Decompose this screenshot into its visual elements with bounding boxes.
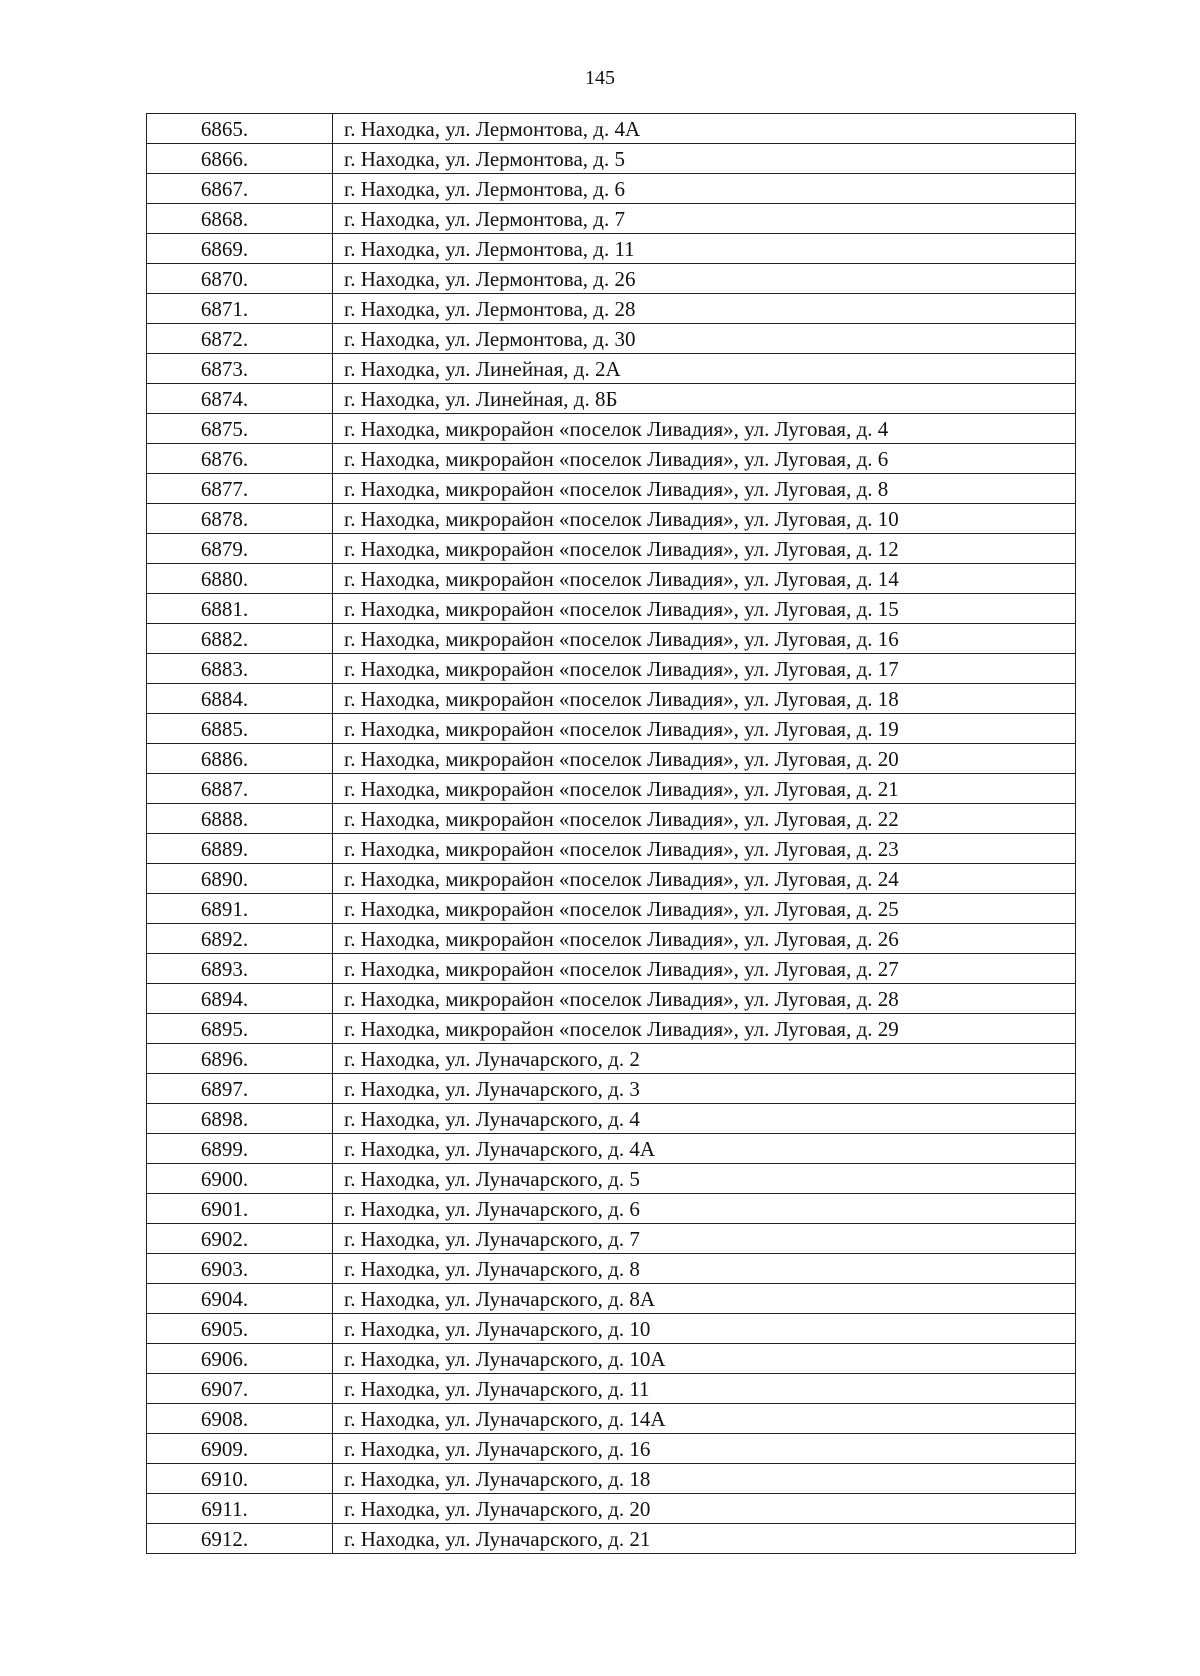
- row-address: г. Находка, ул. Луначарского, д. 21: [333, 1524, 1076, 1554]
- row-number: 6874.: [147, 384, 333, 414]
- table-row: [147, 1194, 1076, 1224]
- row-number: 6905.: [147, 1314, 333, 1344]
- table-row: [147, 174, 1076, 204]
- row-number: 6891.: [147, 894, 333, 924]
- table-row: [147, 534, 1076, 564]
- row-address: г. Находка, ул. Луначарского, д. 10: [333, 1314, 1076, 1344]
- row-address: г. Находка, ул. Лермонтова, д. 11: [333, 234, 1076, 264]
- row-address: г. Находка, микрорайон «поселок Ливадия», ул. Луговая, д. 18: [333, 684, 1076, 714]
- row-address: г. Находка, ул. Лермонтова, д. 28: [333, 294, 1076, 324]
- row-number: 6903.: [147, 1254, 333, 1284]
- row-number: 6892.: [147, 924, 333, 954]
- table-row: [147, 1434, 1076, 1464]
- row-number: 6885.: [147, 714, 333, 744]
- row-address: г. Находка, ул. Луначарского, д. 11: [333, 1374, 1076, 1404]
- row-address: г. Находка, микрорайон «поселок Ливадия», ул. Луговая, д. 24: [333, 864, 1076, 894]
- row-address: г. Находка, микрорайон «поселок Ливадия», ул. Луговая, д. 4: [333, 414, 1076, 444]
- row-address: г. Находка, микрорайон «поселок Ливадия», ул. Луговая, д. 25: [333, 894, 1076, 924]
- row-address: г. Находка, микрорайон «поселок Ливадия», ул. Луговая, д. 8: [333, 474, 1076, 504]
- row-address: г. Находка, ул. Луначарского, д. 5: [333, 1164, 1076, 1194]
- row-number: 6865.: [147, 114, 333, 144]
- row-address: г. Находка, ул. Лермонтова, д. 7: [333, 204, 1076, 234]
- row-address: г. Находка, микрорайон «поселок Ливадия», ул. Луговая, д. 29: [333, 1014, 1076, 1044]
- page-number: 145: [585, 67, 615, 89]
- table-row: [147, 654, 1076, 684]
- row-number: 6906.: [147, 1344, 333, 1374]
- row-address: г. Находка, ул. Луначарского, д. 8: [333, 1254, 1076, 1284]
- table-row: [147, 144, 1076, 174]
- row-number: 6869.: [147, 234, 333, 264]
- table-row: [147, 624, 1076, 654]
- row-number: 6902.: [147, 1224, 333, 1254]
- row-number: 6912.: [147, 1524, 333, 1554]
- row-number: 6893.: [147, 954, 333, 984]
- table-row: [147, 114, 1076, 144]
- table-row: [147, 234, 1076, 264]
- row-address: г. Находка, микрорайон «поселок Ливадия», ул. Луговая, д. 15: [333, 594, 1076, 624]
- row-number: 6888.: [147, 804, 333, 834]
- row-address: г. Находка, микрорайон «поселок Ливадия», ул. Луговая, д. 6: [333, 444, 1076, 474]
- address-table: [146, 113, 1076, 1554]
- row-address: г. Находка, ул. Луначарского, д. 4А: [333, 1134, 1076, 1164]
- row-address: г. Находка, микрорайон «поселок Ливадия», ул. Луговая, д. 23: [333, 834, 1076, 864]
- row-address: г. Находка, ул. Луначарского, д. 10А: [333, 1344, 1076, 1374]
- row-address: г. Находка, микрорайон «поселок Ливадия», ул. Луговая, д. 16: [333, 624, 1076, 654]
- table-row: [147, 984, 1076, 1014]
- table-row: [147, 1314, 1076, 1344]
- row-address: г. Находка, ул. Луначарского, д. 4: [333, 1104, 1076, 1134]
- table-row: [147, 1074, 1076, 1104]
- table-row: [147, 204, 1076, 234]
- row-number: 6871.: [147, 294, 333, 324]
- row-address: г. Находка, ул. Линейная, д. 8Б: [333, 384, 1076, 414]
- row-number: 6883.: [147, 654, 333, 684]
- row-number: 6895.: [147, 1014, 333, 1044]
- row-address: г. Находка, ул. Лермонтова, д. 6: [333, 174, 1076, 204]
- row-number: 6907.: [147, 1374, 333, 1404]
- row-address: г. Находка, ул. Луначарского, д. 3: [333, 1074, 1076, 1104]
- row-number: 6899.: [147, 1134, 333, 1164]
- row-number: 6890.: [147, 864, 333, 894]
- row-number: 6879.: [147, 534, 333, 564]
- table-row: [147, 1494, 1076, 1524]
- table-row: [147, 504, 1076, 534]
- table-row: [147, 1524, 1076, 1554]
- address-table-body: [147, 114, 1076, 1554]
- table-row: [147, 1014, 1076, 1044]
- row-number: 6900.: [147, 1164, 333, 1194]
- table-row: [147, 1344, 1076, 1374]
- row-number: 6876.: [147, 444, 333, 474]
- table-row: [147, 444, 1076, 474]
- table-row: [147, 324, 1076, 354]
- table-row: [147, 714, 1076, 744]
- row-address: г. Находка, ул. Лермонтова, д. 4А: [333, 114, 1076, 144]
- row-address: г. Находка, ул. Линейная, д. 2А: [333, 354, 1076, 384]
- row-address: г. Находка, ул. Луначарского, д. 14А: [333, 1404, 1076, 1434]
- row-number: 6878.: [147, 504, 333, 534]
- row-address: г. Находка, микрорайон «поселок Ливадия», ул. Луговая, д. 19: [333, 714, 1076, 744]
- row-address: г. Находка, микрорайон «поселок Ливадия», ул. Луговая, д. 28: [333, 984, 1076, 1014]
- table-row: [147, 684, 1076, 714]
- row-number: 6877.: [147, 474, 333, 504]
- row-address: г. Находка, микрорайон «поселок Ливадия», ул. Луговая, д. 26: [333, 924, 1076, 954]
- row-address: г. Находка, ул. Луначарского, д. 6: [333, 1194, 1076, 1224]
- row-address: г. Находка, микрорайон «поселок Ливадия», ул. Луговая, д. 20: [333, 744, 1076, 774]
- row-address: г. Находка, микрорайон «поселок Ливадия», ул. Луговая, д. 10: [333, 504, 1076, 534]
- row-number: 6909.: [147, 1434, 333, 1464]
- row-address: г. Находка, ул. Луначарского, д. 18: [333, 1464, 1076, 1494]
- table-row: [147, 774, 1076, 804]
- table-row: [147, 474, 1076, 504]
- row-number: 6867.: [147, 174, 333, 204]
- table-row: [147, 1254, 1076, 1284]
- row-number: 6910.: [147, 1464, 333, 1494]
- row-number: 6866.: [147, 144, 333, 174]
- table-row: [147, 564, 1076, 594]
- row-number: 6897.: [147, 1074, 333, 1104]
- table-row: [147, 1404, 1076, 1434]
- table-row: [147, 294, 1076, 324]
- row-number: 6873.: [147, 354, 333, 384]
- table-row: [147, 864, 1076, 894]
- row-address: г. Находка, ул. Луначарского, д. 16: [333, 1434, 1076, 1464]
- row-number: 6884.: [147, 684, 333, 714]
- row-address: г. Находка, ул. Луначарского, д. 7: [333, 1224, 1076, 1254]
- row-number: 6870.: [147, 264, 333, 294]
- table-row: [147, 384, 1076, 414]
- table-row: [147, 1104, 1076, 1134]
- row-number: 6881.: [147, 594, 333, 624]
- table-row: [147, 1284, 1076, 1314]
- table-row: [147, 1224, 1076, 1254]
- row-number: 6911.: [147, 1494, 333, 1524]
- row-address: г. Находка, ул. Луначарского, д. 20: [333, 1494, 1076, 1524]
- table-row: [147, 744, 1076, 774]
- table-row: [147, 924, 1076, 954]
- row-number: 6868.: [147, 204, 333, 234]
- row-address: г. Находка, ул. Луначарского, д. 2: [333, 1044, 1076, 1074]
- row-number: 6887.: [147, 774, 333, 804]
- table-row: [147, 264, 1076, 294]
- table-row: [147, 594, 1076, 624]
- table-row: [147, 1464, 1076, 1494]
- row-number: 6882.: [147, 624, 333, 654]
- row-number: 6896.: [147, 1044, 333, 1074]
- table-row: [147, 1374, 1076, 1404]
- row-address: г. Находка, ул. Лермонтова, д. 30: [333, 324, 1076, 354]
- table-row: [147, 354, 1076, 384]
- table-row: [147, 1044, 1076, 1074]
- table-row: [147, 804, 1076, 834]
- row-address: г. Находка, ул. Лермонтова, д. 26: [333, 264, 1076, 294]
- row-address: г. Находка, микрорайон «поселок Ливадия», ул. Луговая, д. 21: [333, 774, 1076, 804]
- row-address: г. Находка, микрорайон «поселок Ливадия», ул. Луговая, д. 22: [333, 804, 1076, 834]
- row-number: 6898.: [147, 1104, 333, 1134]
- row-number: 6904.: [147, 1284, 333, 1314]
- row-address: г. Находка, микрорайон «поселок Ливадия», ул. Луговая, д. 14: [333, 564, 1076, 594]
- table-row: [147, 834, 1076, 864]
- row-number: 6889.: [147, 834, 333, 864]
- row-number: 6872.: [147, 324, 333, 354]
- row-number: 6908.: [147, 1404, 333, 1434]
- row-address: г. Находка, ул. Лермонтова, д. 5: [333, 144, 1076, 174]
- row-number: 6880.: [147, 564, 333, 594]
- row-address: г. Находка, микрорайон «поселок Ливадия», ул. Луговая, д. 27: [333, 954, 1076, 984]
- row-address: г. Находка, микрорайон «поселок Ливадия», ул. Луговая, д. 17: [333, 654, 1076, 684]
- row-number: 6875.: [147, 414, 333, 444]
- row-address: г. Находка, ул. Луначарского, д. 8А: [333, 1284, 1076, 1314]
- row-number: 6901.: [147, 1194, 333, 1224]
- table-row: [147, 954, 1076, 984]
- table-row: [147, 1164, 1076, 1194]
- table-row: [147, 414, 1076, 444]
- row-number: 6886.: [147, 744, 333, 774]
- row-address: г. Находка, микрорайон «поселок Ливадия», ул. Луговая, д. 12: [333, 534, 1076, 564]
- row-number: 6894.: [147, 984, 333, 1014]
- table-row: [147, 894, 1076, 924]
- table-row: [147, 1134, 1076, 1164]
